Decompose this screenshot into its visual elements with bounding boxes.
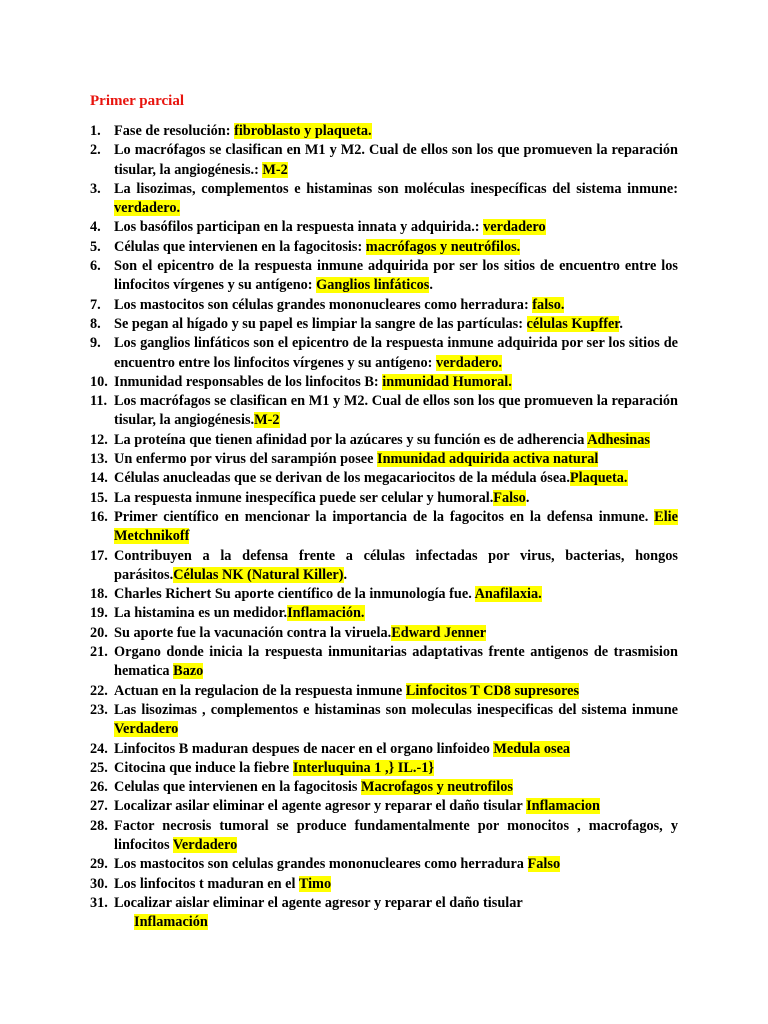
list-item — [90, 489, 678, 508]
list-item — [90, 585, 678, 604]
answer-highlight: verdadero — [483, 219, 546, 236]
answer-highlight: Células NK (Natural Killer) — [173, 566, 344, 583]
list-item — [90, 894, 678, 933]
list-item — [90, 180, 678, 219]
item-number: 20. — [90, 624, 108, 641]
item-number: 1. — [90, 123, 101, 139]
question-text: Citocina que induce la fiebre — [114, 759, 293, 776]
question-text: Son el epicentro de la respuesta inmune adquirida por ser los sitios de encuentro entre los linfocitos vírgenes y su antígeno: — [114, 258, 678, 294]
question-text: Contribuyen a la defensa frente a células infectadas por virus, bacterias, hongos parásitos. — [114, 547, 678, 583]
answer-highlight: Interluquina 1 ,} IL.-1} — [292, 759, 435, 776]
item-number: 23. — [90, 701, 108, 718]
question-text: Un enfermo por virus del sarampión posee — [114, 451, 378, 468]
answer-highlight: Inflamación. — [287, 605, 365, 622]
item-number: 31. — [90, 894, 108, 911]
question-text: Se pegan al hígado y su papel es limpiar la sangre de las partículas: — [114, 315, 527, 332]
item-number: 19. — [90, 605, 108, 622]
item-number: 2. — [90, 142, 101, 159]
question-text: Células anucleadas que se derivan de los megacariocitos de la médula ósea. — [114, 470, 570, 487]
list-item — [90, 759, 678, 778]
list-item — [90, 778, 678, 797]
answer-highlight: verdadero. — [114, 200, 181, 217]
question-text: Charles Richert Su aporte científico de la inmunología fue. — [114, 586, 475, 603]
answer-highlight: células Kupffer — [526, 315, 620, 332]
item-number: 18. — [90, 586, 108, 603]
item-number: 13. — [90, 451, 108, 468]
item-number: 17. — [90, 547, 108, 564]
question-text: Factor necrosis tumoral se produce fundamentalmente por monocitos , macrofagos, y linfocitos — [114, 817, 678, 853]
answer-highlight: Plaqueta. — [569, 470, 628, 487]
list-item — [90, 817, 678, 856]
item-number: 22. — [90, 682, 108, 699]
list-item — [90, 508, 678, 547]
answer-highlight: Medula osea — [493, 740, 571, 757]
question-text: La histamina es un medidor. — [114, 605, 288, 622]
list-item — [90, 701, 678, 740]
item-number: 29. — [90, 856, 108, 873]
item-number: 3. — [90, 180, 101, 197]
question-text: Linfocitos B maduran despues de nacer en el organo linfoideo — [114, 740, 494, 757]
list-item — [90, 682, 678, 701]
answer-highlight: Verdadero — [114, 721, 179, 738]
answer-highlight: Falso — [527, 856, 561, 873]
answer-highlight: Elie Metchnikoff — [114, 508, 678, 545]
question-text: Los ganglios linfáticos son el epicentro de la respuesta inmune adquirida por ser los sitios de encuentro entre los linfocitos vírgenes y su antígeno: — [114, 335, 678, 371]
answer-highlight: macrófagos y neutrófilos. — [365, 238, 521, 255]
question-text: Células que intervienen en la fagocitosis: — [114, 238, 366, 255]
list-item — [90, 122, 678, 141]
answer-highlight: Verdadero — [172, 836, 238, 853]
item-number: 25. — [90, 759, 108, 776]
page-title: Primer parcial — [90, 93, 184, 109]
item-number: 26. — [90, 779, 108, 796]
question-text: Inmunidad responsables de los linfocitos B: — [114, 373, 383, 390]
list-item — [90, 875, 678, 894]
answer-highlight: Inflamacion — [526, 798, 600, 815]
list-item — [90, 218, 678, 237]
answer-highlight: Inmunidad adquirida activa natural — [377, 451, 599, 468]
item-number: 11. — [90, 393, 108, 410]
list-item — [90, 604, 678, 623]
answer-highlight: Falso — [493, 489, 526, 506]
item-number: 4. — [90, 219, 101, 236]
item-number: 12. — [90, 431, 108, 448]
answer-trailing-punctuation: . — [525, 489, 530, 506]
answer-highlight: falso. — [532, 296, 565, 313]
item-number: 10. — [90, 373, 108, 390]
question-text: La lisozimas, complementos e histaminas son moléculas inespecíficas del sistema inmune: — [114, 180, 678, 197]
question-text: Su aporte fue la vacunación contra la viruela. — [114, 624, 392, 641]
question-text: Fase de resolución: — [114, 123, 235, 139]
question-text: Celulas que intervienen en la fagocitosis — [114, 779, 362, 796]
answer-highlight: Timo — [298, 875, 332, 892]
question-text: Actuan en la regulacion de la respuesta inmune — [114, 682, 406, 699]
item-number: 14. — [90, 470, 108, 487]
list-item — [90, 624, 678, 643]
answer-line — [114, 913, 678, 932]
list-item — [90, 315, 678, 334]
list-item — [90, 238, 678, 257]
list-item — [90, 855, 678, 874]
list-item — [90, 392, 678, 431]
item-number: 6. — [90, 258, 101, 275]
list-item — [90, 296, 678, 315]
answer-highlight: Edward Jenner — [391, 624, 487, 641]
answer-highlight: M-2 — [262, 161, 288, 178]
question-text: La respuesta inmune inespecífica puede ser celular y humoral. — [114, 489, 494, 506]
list-item — [90, 797, 678, 816]
answer-highlight: verdadero. — [435, 354, 502, 371]
list-item — [90, 141, 678, 180]
question-text: Organo donde inicia la respuesta inmunitarias adaptativas frente antigenos de trasmision hematica — [114, 644, 678, 680]
item-number: 24. — [90, 740, 108, 757]
answer-highlight: inmunidad Humoral. — [382, 373, 512, 390]
item-number: 27. — [90, 798, 108, 815]
question-text: Las lisozimas , complementos e histaminas son moleculas inespecificas del sistema inmune — [114, 701, 678, 718]
item-number: 15. — [90, 489, 108, 506]
question-text: Localizar asilar eliminar el agente agresor y reparar el daño tisular — [114, 798, 527, 815]
list-item — [90, 373, 678, 392]
question-text: Localizar aislar eliminar el agente agresor y reparar el daño tisular — [114, 894, 523, 911]
answer-trailing-punctuation: . — [343, 566, 348, 583]
item-number: 28. — [90, 817, 108, 834]
item-number: 7. — [90, 296, 101, 313]
list-item — [90, 257, 678, 296]
item-number: 30. — [90, 875, 108, 892]
question-text: Los mastocitos son celulas grandes mononucleares como herradura — [114, 856, 528, 873]
answer-highlight: Bazo — [173, 663, 204, 680]
list-item — [90, 740, 678, 759]
question-list — [90, 122, 678, 932]
question-text: Primer científico en mencionar la importancia de la fagocitos en la defensa inmune. — [114, 508, 655, 525]
item-number: 21. — [90, 644, 108, 661]
answer-highlight: fibroblasto y plaqueta. — [234, 123, 372, 139]
question-text: La proteína que tienen afinidad por la azúcares y su función es de adherencia — [114, 431, 588, 448]
list-item — [90, 450, 678, 469]
question-text: Los basófilos participan en la respuesta innata y adquirida.: — [114, 219, 484, 236]
list-item — [90, 547, 678, 586]
list-item — [90, 469, 678, 488]
item-number: 16. — [90, 508, 108, 525]
question-text: Lo macrófagos se clasifican en M1 y M2. Cual de ellos son los que promueven la reparación tisular, la angiogénesis.: — [114, 142, 678, 178]
answer-trailing-punctuation: . — [619, 315, 623, 332]
question-text: Los mastocitos son células grandes mononucleares como herradura: — [114, 296, 533, 313]
list-item — [90, 643, 678, 682]
question-text: Los linfocitos t maduran en el — [114, 875, 299, 892]
item-number: 8. — [90, 315, 101, 332]
list-item — [90, 334, 678, 373]
item-number: 9. — [90, 335, 101, 352]
answer-trailing-punctuation: . — [429, 277, 433, 294]
answer-highlight: Linfocitos T CD8 supresores — [405, 682, 580, 699]
answer-highlight: Macrofagos y neutrofilos — [361, 779, 513, 796]
answer-highlight: M-2 — [254, 412, 280, 429]
answer-highlight: Ganglios linfáticos — [316, 277, 430, 294]
item-number: 5. — [90, 238, 101, 255]
answer-highlight: Inflamación — [134, 914, 208, 931]
answer-highlight: Adhesinas — [587, 431, 650, 448]
question-text: Los macrófagos se clasifican en M1 y M2. Cual de ellos son los que promueven la reparación tisular, la angiogénesis. — [114, 393, 678, 429]
list-item — [90, 431, 678, 450]
answer-highlight: Anafilaxia. — [474, 586, 542, 603]
